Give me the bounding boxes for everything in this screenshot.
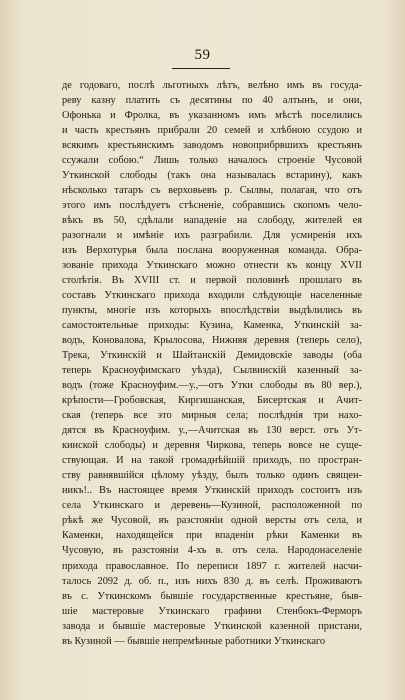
text-line: талось 2092 д. об. п., изъ нихъ 830 д. въ селѣ. Проживаютъ [62, 575, 362, 587]
text-line: всякимъ крестьянскимъ заводомъ новоприбрвшихъ крестьянъ [62, 140, 362, 152]
text-line: теперь Красноуфимскаго уѣзда), Сылвинскій казенный за- [62, 365, 362, 377]
text-line: ссужали собою.“ Лишь только началось строеніе Чусовой [62, 155, 362, 167]
text-line: вѣкъ въ 50, сдѣлали нападеніе на слободу, жителей ея [62, 215, 362, 227]
text-line: и часть крестьянъ прибрали 20 семей и хлѣбною ссудою и [62, 125, 362, 137]
text-line: Уткинской слободы (такъ она называлась встарину), какъ [62, 170, 362, 182]
text-line: села Уткинскаго и деревень—Кузиной, расположенной по [62, 500, 362, 512]
text-line: этого имъ послѣдуетъ стѣсненіе, собравшись скопомъ чело- [62, 200, 362, 212]
text-line: реву казну платить съ десятины по 40 алтынъ, и они, [62, 95, 362, 107]
text-line: никъ!.. Въ настоящее время Уткинскій приходъ состоитъ изъ [62, 485, 362, 497]
text-line: прихода православное. По переписи 1897 г. жителей насчи- [62, 560, 362, 572]
text-line: въ с. Уткинскомъ бывшіе государственные крестьяне, быв- [62, 590, 362, 602]
page-number: 59 [194, 47, 211, 63]
text-line: Офонька и Фролка, въ указанномъ имъ мѣстѣ поселились [62, 110, 362, 122]
text-line: самостоятельные приходы: Кузина, Каменка, Уткинскій за- [62, 320, 362, 332]
text-line: изъ Верхотурья была послана вооруженная команда. Обра- [62, 245, 362, 257]
text-line: въ Кузиной — бывшіе непремѣнные работники Уткинскаго [62, 635, 326, 647]
text-line: крѣпости—Гробовская, Киргишанская, Бисертская и Ачит- [62, 395, 362, 407]
text-line: завода и бывшіе мастеровые Уткинской казенной пристани, [62, 620, 362, 632]
text-line: пункты, многіе изъ которыхъ впослѣдствіи выдѣлились въ [62, 305, 362, 317]
text-line: ствующая. И на такой громаднѣйшій приходъ, по простран- [62, 455, 362, 467]
text-line: составъ Уткинскаго прихода входили слѣдующіе населенные [62, 290, 362, 302]
text-line: Чусовую, въ разстояніи 4-хъ в. отъ села. Народонаселеніе [62, 545, 362, 557]
text-line: зованіе прихода Уткинскаго можно отнести къ концу XVII [62, 260, 362, 272]
text-line: разогнали и имѣніе ихъ разграбили. Для усмиренія ихъ [62, 230, 362, 242]
text-line: ству равнявшійся цѣлому уѣзду, былъ только одинъ священ- [62, 470, 362, 482]
text-line: ская (теперь все это мирныя села; послѣднія три нахо- [62, 410, 362, 422]
text-line: шіе мастеровые Уткинскаго графини Стенбокъ-Ферморъ [62, 605, 362, 617]
text-line: водъ (тоже Красноуфим.—у.,—отъ Утки слободы въ 80 вер.), [62, 380, 362, 392]
text-line: Трека, Уткинскій и Шайтанскій Демидовскіе заводы (оба [62, 350, 362, 362]
text-line: де годоваго, послѣ льготныхъ лѣтъ, велѣно имъ въ госуда- [62, 80, 362, 91]
text-line: нѣсколько татаръ съ верховьевъ р. Сылвы, полагая, что отъ [62, 185, 362, 197]
text-line: водъ, Коновалова, Крылосова, Нижняя деревня (теперь село), [62, 335, 362, 347]
text-line: дятся въ Красноуфим. у.,—Ачитская въ 130 верст. отъ Ут- [62, 425, 362, 437]
text-line: Каменки, находящейся при впаденіи рѣки Каменки въ [62, 530, 362, 542]
text-line: столѣтія. Въ XVIII ст. и первой половинѣ прошлаго въ [62, 275, 362, 287]
body-text [62, 78, 362, 649]
header-rule [172, 68, 230, 69]
text-line: рѣкѣ же Чусовой, въ разстояніи одной версты отъ села, и [62, 515, 362, 527]
text-line: кинской слободы) и деревня Чиркова, теперь вовсе не суще- [62, 440, 362, 452]
